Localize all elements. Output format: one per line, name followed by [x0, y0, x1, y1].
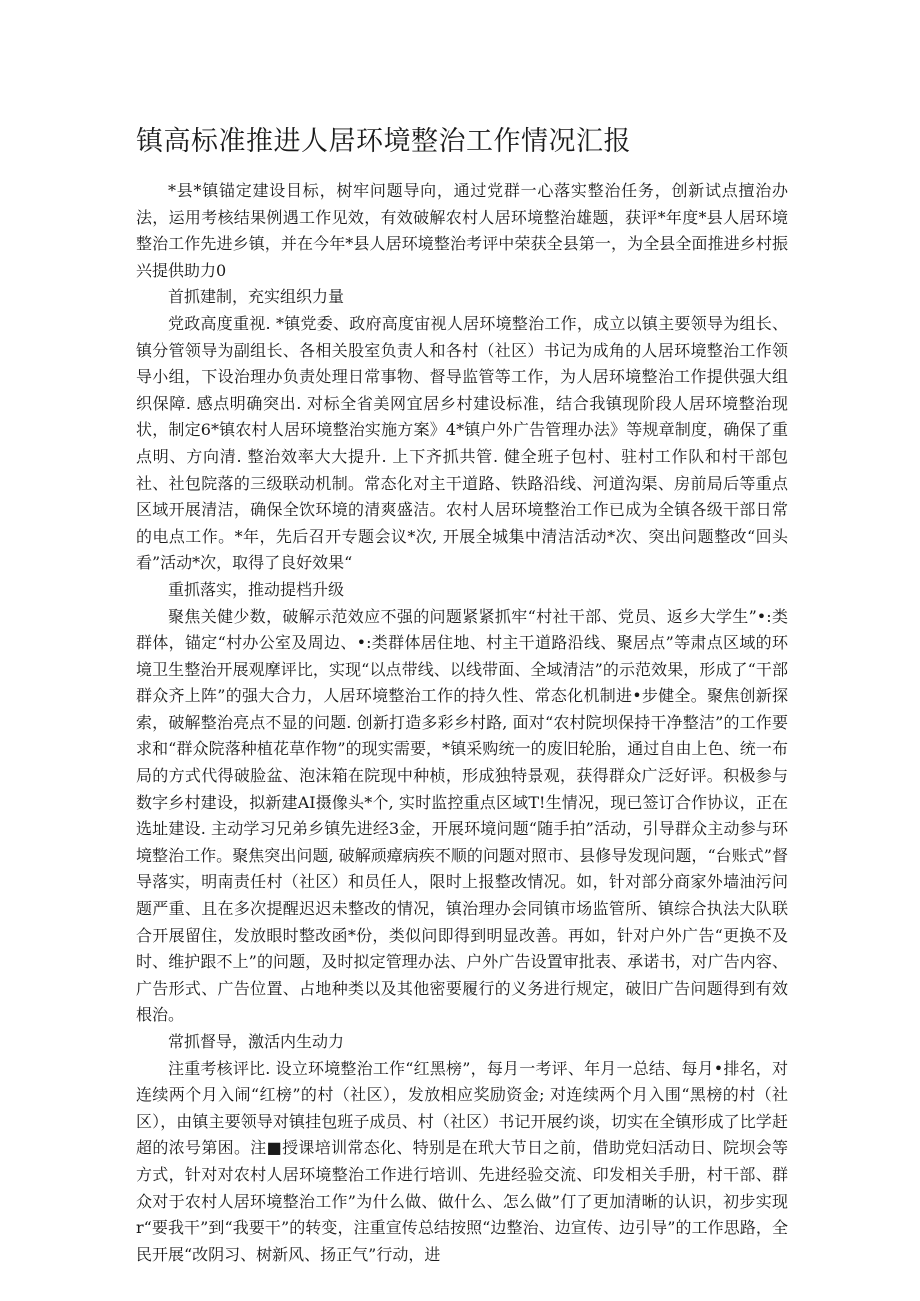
section-heading-1: 首抓建制，充实组织力量	[168, 287, 345, 307]
document-title: 镇高标准推进人居环境整治工作情况汇报	[136, 126, 631, 157]
section-heading-3: 常抓督导，激活内生动力	[168, 1032, 345, 1051]
section-2-paragraph: 聚焦关健少数，破解示范效应不强的问题紧紧抓牢“村社干部、党员、返乡大学生”•:类群体，锚定“村办公室及周边、•:类群体居住地、村主干道路沿线、聚居点”等肃点区域的环境卫生整治开展观摩评比，实现“以点带线、以线带面、全域清洁”的示范效果，形成了“干部群众齐上阵”的强大合力，人居环境整治工作的持久性、常态化机制进•步健全。聚焦创新探索，破解整治亮点不显的问题. 创新打造多彩乡村路, 面对“农村院坝保持干净整洁”的工作要求和“群众院落种植花草作物”的现实需要，*镇采购统一的废旧轮胎，通过自由上色、统一布局的方式代得破脸盆、泡沫箱在院现中种桢，形成独特景观，获得群众广泛好评。积极参与数字乡村建设，拟新建AI摄像头*个, 实时监控重点区域T!生情况，现已签订合作协议，正在选址建设. 主动学习兄弟乡镇先进经3金，开展环境问题“随手拍”活动，引导群众主动参与环境整治工作。聚焦突出问题, 破解顽瘴病疾不顺的问题对照市、县修导发现问题，“台账式”督导落实，明南责任村（社区）和员任人，限时上报整改情况。如，针对部分商家外墙油污问题严重、且在多次提醒迟迟未整改的情况，镇治理办会同镇市场监管所、镇综合执法大队联合开展留住，发放眼时整改函*份，类似问即得到明显改善。再如，针对户外广告“更换不及时、维护跟不上”的问题，及时拟定管理办法、户外广告设置审批表、承诺书，对广告内容、广告形式、广告位置、占地种类以及其他密要履行的义务进行规定，破旧广告问题得到有效根治。	[136, 606, 788, 1025]
section-3-paragraph: 注重考核评比. 设立环境整治工作“红黑榜”，每月一考评、年月一总结、每月•排名，对连续两个月入闹“红榜”的村（社区），发放相应奖励资金; 对连续两个月入围“黑榜的村（社区），由镇主要领导对镇挂包班子成员、村（社区）书记开展约谈，切实在全镇形成了比学赶超的浓号第困。注■授课培训常态化、特别是在玳大节日之前，借助党妇活动日、院坝会等方式，针对对农村人居环境整治工作进行培训、先进经验交流、印发相关手册，村干部、群众对于农村人居环境整治工作”为什么做、做什么、怎么做”仃了更加清晰的认识，初步实现r“要我干”到“我要干”的转变，注重宣传总结按照“边整治、边宣传、边引导”的工作思路，全民开展“改阴习、树新风、扬正气”行动，进	[136, 1058, 788, 1264]
intro-paragraph: *县*镇锚定建设目标，树牢问题导向，通过党群一心落实整治任务，创新试点擅治办法，运用考核结果例遇工作见效，有效破解农村人居环境整治雄题，获评*年度*县人居环境整治工作先进乡镇，并在今年*县人居环境整治考评中荣获全县第一，为全县全面推进乡村振兴提供助力0	[136, 181, 788, 280]
section-1-paragraph: 党政高度重视. *镇党委、政府高度宙视人居环境整治工作，成立以镇主要领导为组长、镇分管领导为副组长、各相关股室负责人和各村（社区）书记为成角的人居环境整治工作领导小组，下设治理办负责处理日常事物、督导监管等工作，为人居环境整治工作提供强大组织保障. 感点明确突出. 对标全省美网宜居乡村建设标准，结合我镇现阶段人居环境整治现状，制定6*镇农村人居环境整治实施方案》4*镇户外广告管理办法》等规章制度，确保了重点明、方向清. 整治效率大大提升. 上下齐抓共管. 健全班子包村、驻村工作队和村干部包社、社包院落的三级联动机制。常态化对主干道路、铁路沿线、河道沟渠、房前局后等重点区域开展清洁，确保全饮环境的清爽盛洁。农村人居环境整治工作已成为全镇各级干部日常的电点工作。*年，先后召开专题会议*次, 开展全城集中清洁活动*次、突出问题整改“回头看”活动*次，取得了良好效果“	[136, 313, 788, 573]
document-body	[136, 178, 788, 1268]
section-heading-2: 重抓落实，推动提档升级	[168, 579, 345, 599]
